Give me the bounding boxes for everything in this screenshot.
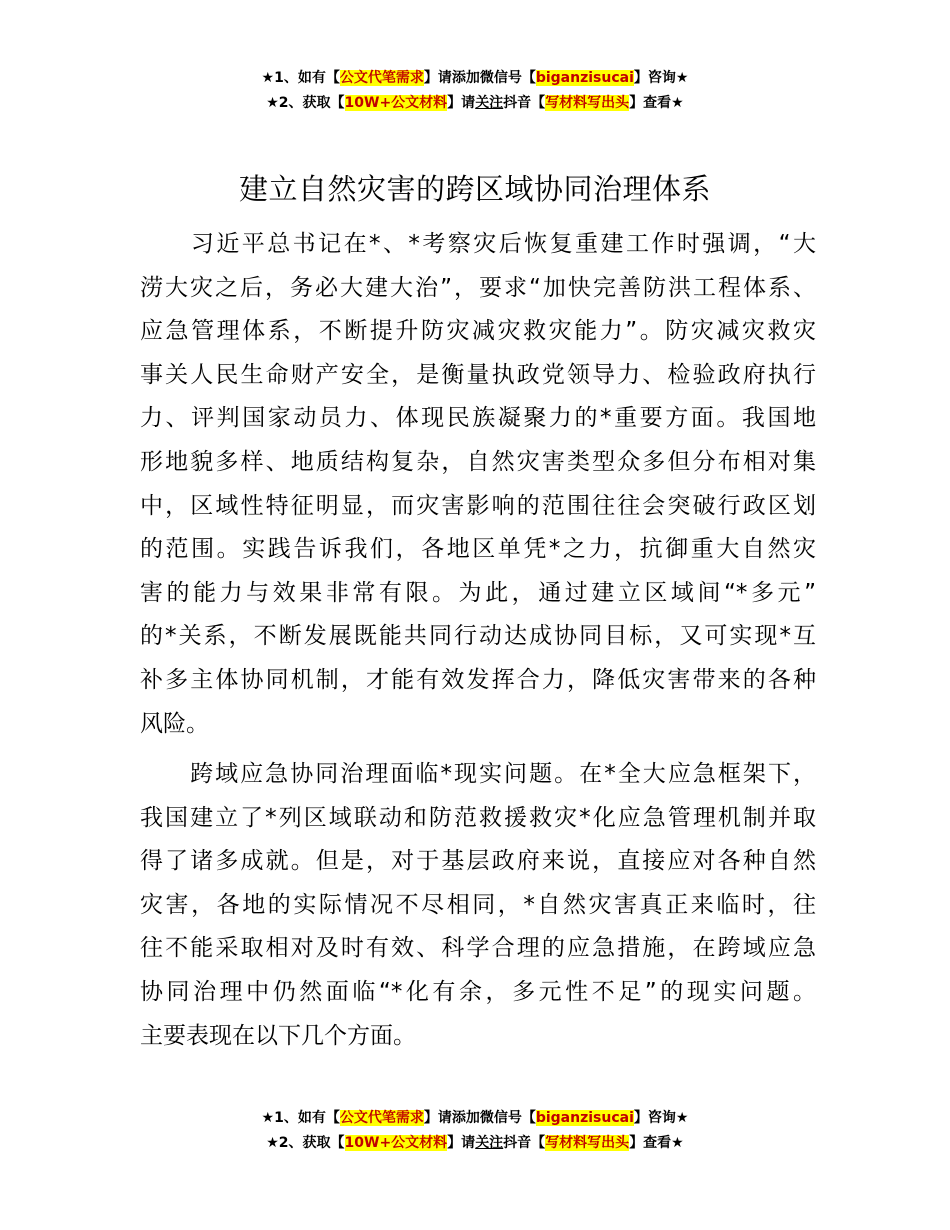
promo-text: 】咨询★ <box>633 1110 689 1126</box>
promo-highlight-wechat: biganzisucai <box>535 70 634 86</box>
promo-underlined: 关注 <box>475 1135 504 1151</box>
paragraph-line: 涝大灾之后，务必大建大治”，要求“加快完善防洪工程体系、 <box>140 274 816 301</box>
promo-text: 】请添加微信号【 <box>423 70 536 86</box>
promo-text: 】请 <box>447 1135 476 1151</box>
promo-text: 】请添加微信号【 <box>423 1110 536 1126</box>
paragraph-line: 得了诸多成就。但是，对于基层政府来说，直接应对各种自然 <box>140 848 816 875</box>
promo-highlight: 10W+公文材料 <box>344 95 448 111</box>
promo-footer-bottom <box>0 1106 950 1156</box>
paragraph-line: 应急管理体系，不断提升防灾减灾救灾能力”。防灾减灾救灾 <box>140 318 816 345</box>
paragraph-line: 形地貌多样、地质结构复杂，自然灾害类型众多但分布相对集 <box>140 448 816 475</box>
promo-text: 】请 <box>447 95 476 111</box>
promo-text: 】咨询★ <box>633 70 689 86</box>
paragraph-line: 事关人民生命财产安全，是衡量执政党领导力、检验政府执行 <box>140 361 816 388</box>
promo-underlined: 关注 <box>475 95 504 111</box>
promo-text: ★2、获取【 <box>266 1135 345 1151</box>
promo-text: ★1、如有【 <box>261 70 340 86</box>
paragraph-line: 的范围。实践告诉我们，各地区单凭*之力，抗御重大自然灾 <box>140 536 816 563</box>
paragraph-line: 主要表现在以下几个方面。 <box>140 1022 416 1049</box>
promo-line-2 <box>0 1131 950 1156</box>
promo-line-2 <box>0 91 950 116</box>
paragraph-line: 灾害，各地的实际情况不尽相同，*自然灾害真正来临时，往 <box>140 891 816 918</box>
promo-text: 抖音【 <box>503 1135 546 1151</box>
paragraph-line: 中，区域性特征明显，而灾害影响的范围往往会突破行政区划 <box>140 492 816 519</box>
paragraph-2 <box>140 753 816 1058</box>
paragraph-line: 风险。 <box>140 710 209 737</box>
promo-header-top <box>0 66 950 116</box>
promo-highlight-douyin: 写材料写出头 <box>545 95 630 111</box>
document-title: 建立自然灾害的跨区域协同治理体系 <box>238 172 711 206</box>
paragraph-line: 我国建立了*列区域联动和防范救援救灾*化应急管理机制并取 <box>140 804 816 831</box>
paragraph-line: 协同治理中仍然面临“*化有余，多元性不足”的现实问题。 <box>140 978 816 1005</box>
promo-text: 】查看★ <box>629 1135 684 1151</box>
promo-highlight: 10W+公文材料 <box>344 1135 448 1151</box>
promo-line-1 <box>0 66 950 91</box>
paragraph-line: 的*关系，不断发展既能共同行动达成协同目标，又可实现*互 <box>140 623 816 650</box>
paragraph-line: 往不能采取相对及时有效、科学合理的应急措施，在跨域应急 <box>140 935 816 962</box>
promo-highlight-wechat: biganzisucai <box>535 1110 634 1126</box>
promo-text: ★1、如有【 <box>261 1110 340 1126</box>
paragraph-line: 习近平总书记在*、*考察灾后恢复重建工作时强调，“大 <box>140 231 816 257</box>
paragraph-line: 补多主体协同机制，才能有效发挥合力，降低灾害带来的各种 <box>140 666 816 693</box>
paragraph-line: 害的能力与效果非常有限。为此，通过建立区域间“*多元” <box>140 579 816 606</box>
promo-highlight: 公文代笔需求 <box>339 1110 424 1126</box>
promo-line-1 <box>0 1106 950 1131</box>
paragraph-1 <box>140 223 816 746</box>
paragraph-line: 跨域应急协同治理面临*现实问题。在*全大应急框架下， <box>140 761 816 787</box>
paragraph-line: 力、评判国家动员力、体现民族凝聚力的*重要方面。我国地 <box>140 405 816 432</box>
promo-highlight-douyin: 写材料写出头 <box>545 1135 630 1151</box>
promo-text: 抖音【 <box>503 95 546 111</box>
promo-text: ★2、获取【 <box>266 95 345 111</box>
promo-highlight: 公文代笔需求 <box>339 70 424 86</box>
promo-text: 】查看★ <box>629 95 684 111</box>
